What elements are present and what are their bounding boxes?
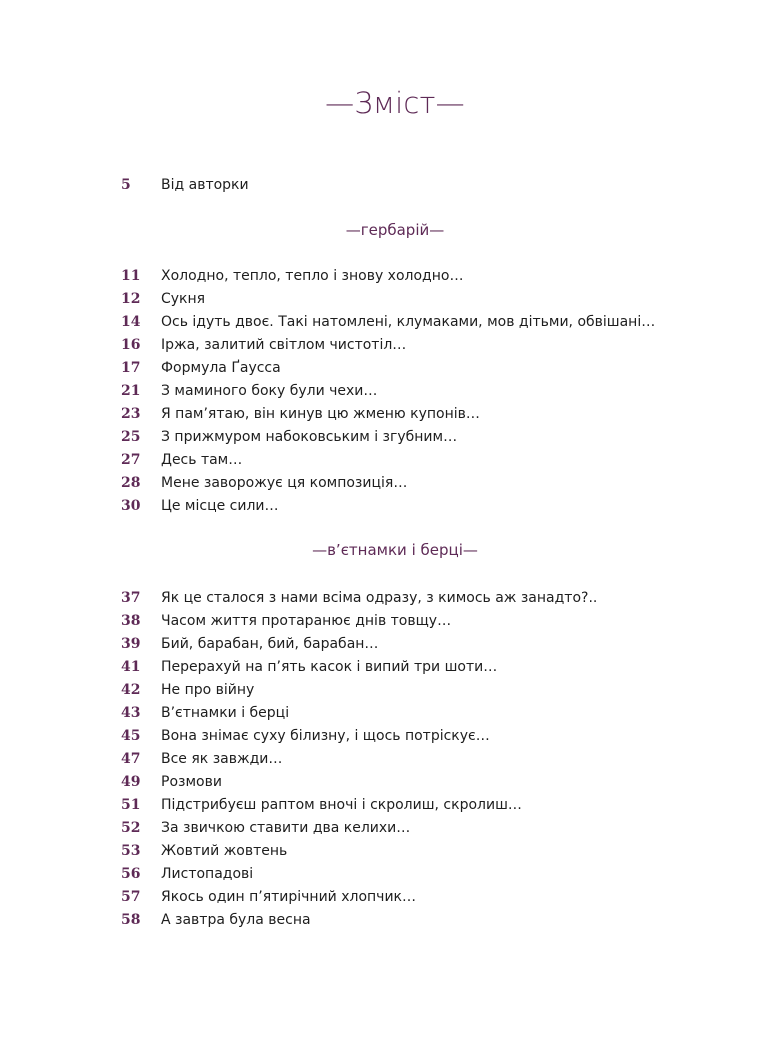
toc-page-number: 52: [121, 820, 141, 836]
toc-entry[interactable]: [0, 403, 762, 426]
toc-page-number: 28: [121, 475, 141, 491]
toc-section-flipflops-and-boots: [0, 587, 762, 932]
toc-section-herbarium: [0, 265, 762, 518]
toc-page-number: 23: [121, 406, 141, 422]
toc-entry-title: За звичкою ставити два келихи…: [161, 820, 411, 836]
toc-entry-title: Підстрибуєш раптом вночі і скролиш, скролиш…: [161, 797, 522, 813]
toc-page-number: 57: [121, 889, 141, 905]
toc-entry-title: Це місце сили…: [161, 498, 279, 514]
toc-entry-title: Від авторки: [161, 177, 249, 193]
toc-entry[interactable]: [0, 656, 762, 679]
toc-entry[interactable]: [0, 449, 762, 472]
toc-entry[interactable]: [0, 587, 762, 610]
toc-entry[interactable]: [0, 357, 762, 380]
toc-entry-title: Листопадові: [161, 866, 254, 882]
toc-entry-title: Перерахуй на п’ять касок і випий три шоти…: [161, 659, 498, 675]
toc-entry[interactable]: [0, 702, 762, 725]
toc-page-number: 5: [121, 177, 131, 193]
toc-page-number: 16: [121, 337, 141, 353]
toc-page-number: 47: [121, 751, 141, 767]
toc-entry-title: Жовтий жовтень: [161, 843, 288, 859]
toc-entry[interactable]: [0, 495, 762, 518]
toc-entry[interactable]: [0, 794, 762, 817]
page-title: —Зміст—: [325, 86, 465, 120]
toc-entry[interactable]: [0, 840, 762, 863]
toc-entry-title: З маминого боку були чехи…: [161, 383, 378, 399]
toc-entry-title: Розмови: [161, 774, 222, 790]
toc-page-number: 30: [121, 498, 141, 514]
toc-page-number: 25: [121, 429, 141, 445]
toc-page-number: 11: [121, 268, 141, 284]
section-heading-herbarium: —гербарій—: [345, 221, 445, 239]
toc-entry-title: З прижмуром набоковським і згубним…: [161, 429, 458, 445]
toc-page-number: 21: [121, 383, 141, 399]
toc-entry-title: Часом життя протаранює днів товщу…: [161, 613, 452, 629]
toc-page-number: 14: [121, 314, 141, 330]
toc-entry[interactable]: [0, 679, 762, 702]
toc-entry[interactable]: [0, 311, 762, 334]
toc-page-number: 43: [121, 705, 141, 721]
toc-entry[interactable]: [0, 817, 762, 840]
toc-entry-title: Не про війну: [161, 682, 255, 698]
toc-page-number: 45: [121, 728, 141, 744]
toc-intro: [0, 174, 762, 197]
toc-entry[interactable]: [0, 610, 762, 633]
toc-entry-title: Сукня: [161, 291, 206, 307]
toc-entry[interactable]: [0, 174, 762, 197]
toc-entry[interactable]: [0, 288, 762, 311]
toc-entry-title: Мене заворожує ця композиція…: [161, 475, 408, 491]
toc-entry-title: Все як завжди…: [161, 751, 283, 767]
toc-page-number: 49: [121, 774, 141, 790]
toc-entry-title: Я пам’ятаю, він кинув цю жменю купонів…: [161, 406, 480, 422]
toc-page-number: 39: [121, 636, 141, 652]
toc-page-number: 17: [121, 360, 141, 376]
section-heading-flipflops-and-boots: —в’єтнамки і берці—: [312, 541, 478, 559]
toc-page-number: 56: [121, 866, 141, 882]
toc-entry-title: А завтра була весна: [161, 912, 311, 928]
toc-entry-title: Вона знімає суху білизну, і щось потріскує…: [161, 728, 490, 744]
toc-page-number: 53: [121, 843, 141, 859]
toc-page-number: 42: [121, 682, 141, 698]
toc-entry[interactable]: [0, 426, 762, 449]
toc-entry-title: Ось ідуть двоє. Такі натомлені, клумаками, мов дітьми, обвішані…: [161, 314, 656, 330]
toc-entry[interactable]: [0, 265, 762, 288]
toc-entry-title: Якось один п’ятирічний хлопчик…: [161, 889, 417, 905]
toc-entry-title: В’єтнамки і берці: [161, 705, 290, 721]
toc-entry[interactable]: [0, 725, 762, 748]
toc-entry[interactable]: [0, 771, 762, 794]
toc-entry[interactable]: [0, 380, 762, 403]
toc-entry[interactable]: [0, 886, 762, 909]
toc-entry-title: Іржа, залитий світлом чистотіл…: [161, 337, 407, 353]
toc-entry[interactable]: [0, 909, 762, 932]
toc-page-number: 41: [121, 659, 141, 675]
toc-page-number: 38: [121, 613, 141, 629]
toc-entry[interactable]: [0, 863, 762, 886]
toc-page-number: 27: [121, 452, 141, 468]
toc-page-number: 58: [121, 912, 141, 928]
toc-page-number: 51: [121, 797, 141, 813]
toc-page-number: 12: [121, 291, 141, 307]
toc-entry-title: Формула Ґаусса: [161, 360, 281, 376]
toc-entry[interactable]: [0, 633, 762, 656]
toc-entry-title: Як це сталося з нами всіма одразу, з кимось аж занадто?..: [161, 590, 598, 606]
toc-entry[interactable]: [0, 748, 762, 771]
toc-entry-title: Холодно, тепло, тепло і знову холодно…: [161, 268, 464, 284]
toc-entry[interactable]: [0, 334, 762, 357]
toc-entry[interactable]: [0, 472, 762, 495]
toc-entry-title: Бий, барабан, бий, барабан…: [161, 636, 379, 652]
toc-page-number: 37: [121, 590, 141, 606]
toc-entry-title: Десь там…: [161, 452, 243, 468]
